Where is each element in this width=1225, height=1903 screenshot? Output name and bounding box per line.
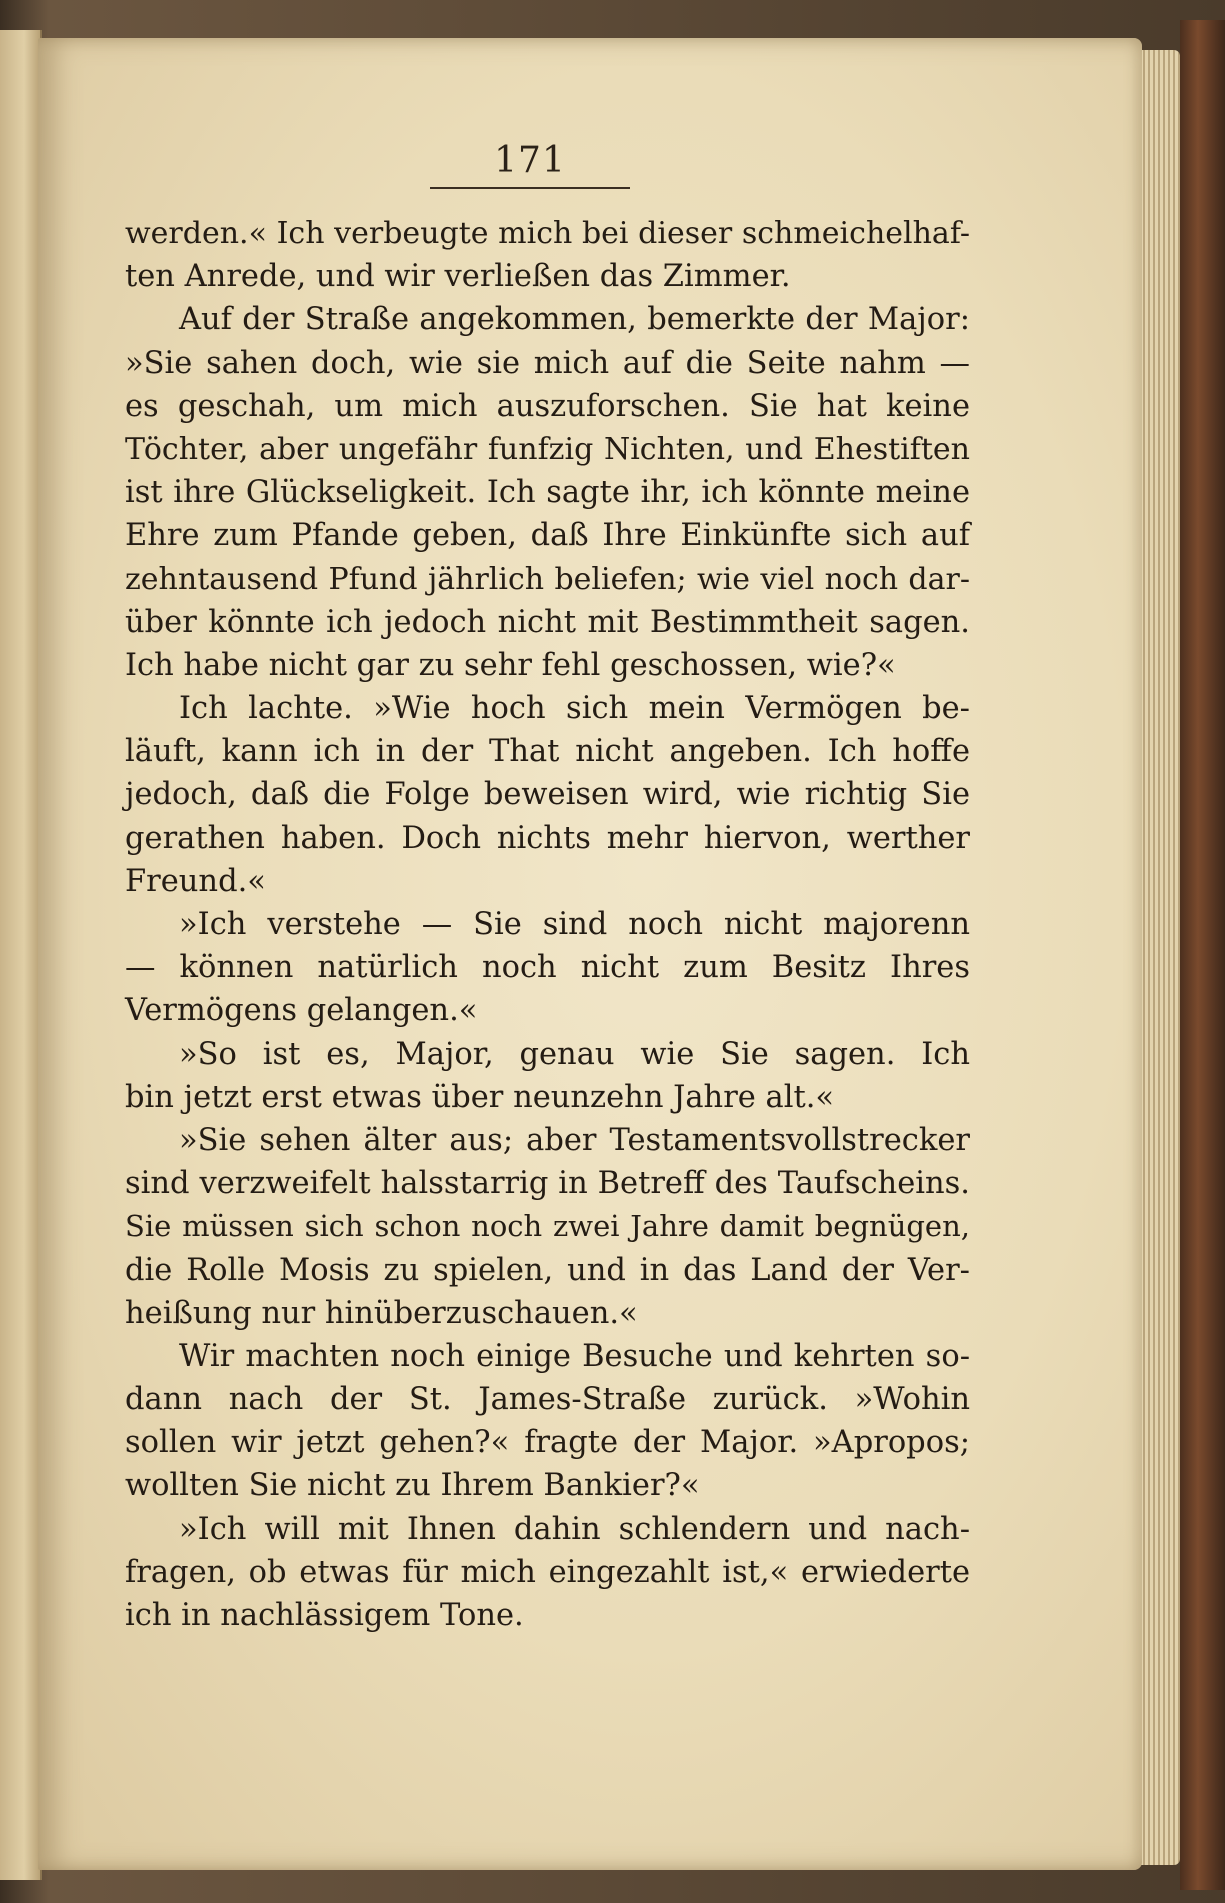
text-line: Ich habe nicht gar zu sehr fehl geschossen, wie?« [125, 647, 896, 683]
text-line: dann nach der St. James-Straße zurück. »Wohin [125, 1382, 970, 1418]
text-line: »Sie sahen doch, wie sie mich auf die Seite nahm — [125, 345, 970, 381]
text-line: jedoch, daß die Folge beweisen wird, wie richtig Sie [125, 777, 970, 813]
facing-page-edge [0, 30, 42, 1880]
text-line: — können natürlich noch nicht zum Besitz Ihres [125, 950, 970, 986]
text-line: »Sie sehen älter aus; aber Testamentsvollstrecker [179, 1122, 970, 1158]
book-binding [1180, 20, 1225, 1890]
text-line: »So ist es, Major, genau wie Sie sagen. Ich [179, 1036, 970, 1072]
text-line: heißung nur hinüberzuschauen.« [125, 1295, 638, 1331]
text-line: werden.« Ich verbeugte mich bei dieser schmeichelhaf- [125, 216, 970, 251]
page-header [430, 140, 630, 189]
body-text [125, 212, 970, 1637]
text-line: Wir machten noch einige Besuche und kehrten so- [179, 1338, 970, 1374]
page-number: 171 [494, 140, 566, 181]
text-line: »Ich verstehe — Sie sind noch nicht majorenn [179, 907, 970, 942]
text-line: fragen, ob etwas für mich eingezahlt ist,« erwiederte [125, 1554, 970, 1590]
text-line: sollen wir jetzt gehen?« fragte der Major. »Apropos; [125, 1425, 970, 1461]
page-stack-edge [1140, 50, 1180, 1865]
text-line: die Rolle Mosis zu spielen, und in das Land der Ver- [125, 1252, 970, 1288]
text-line: ten Anrede, und wir verließen das Zimmer. [125, 259, 791, 295]
text-line: Ehre zum Pfande geben, daß Ihre Einkünfte sich auf [125, 518, 970, 554]
text-line: es geschah, um mich auszuforschen. Sie hat keine [125, 388, 970, 424]
text-line: zehntausend Pfund jährlich beliefen; wie viel noch dar- [125, 561, 970, 597]
text-line: bin jetzt erst etwas über neunzehn Jahre alt.« [125, 1079, 835, 1115]
text-line: Sie müssen sich schon noch zwei Jahre damit begnügen, [125, 1209, 970, 1244]
text-line: wollten Sie nicht zu Ihrem Bankier?« [125, 1468, 700, 1504]
text-line: läuft, kann ich in der That nicht angeben. Ich hoffe [125, 734, 970, 770]
text-line: Töchter, aber ungefähr funfzig Nichten, und Ehestiften [125, 431, 970, 467]
text-line: gerathen haben. Doch nichts mehr hiervon, werther [125, 820, 970, 856]
text-line: »Ich will mit Ihnen dahin schlendern und nach- [179, 1511, 970, 1547]
text-line: Freund.« [125, 863, 266, 899]
text-line: Ich lachte. »Wie hoch sich mein Vermögen be- [179, 691, 970, 727]
text-line: ist ihre Glückseligkeit. Ich sagte ihr, ich könnte meine [125, 475, 970, 511]
text-line: ich in nachlässigem Tone. [125, 1598, 524, 1633]
header-rule [430, 187, 630, 189]
text-line: sind verzweifelt halsstarrig in Betreff des Taufscheins. [125, 1166, 970, 1202]
text-line: über könnte ich jedoch nicht mit Bestimmtheit sagen. [125, 604, 970, 640]
text-line: Vermögens gelangen.« [125, 993, 478, 1029]
text-line: Auf der Straße angekommen, bemerkte der Major: [179, 302, 970, 338]
